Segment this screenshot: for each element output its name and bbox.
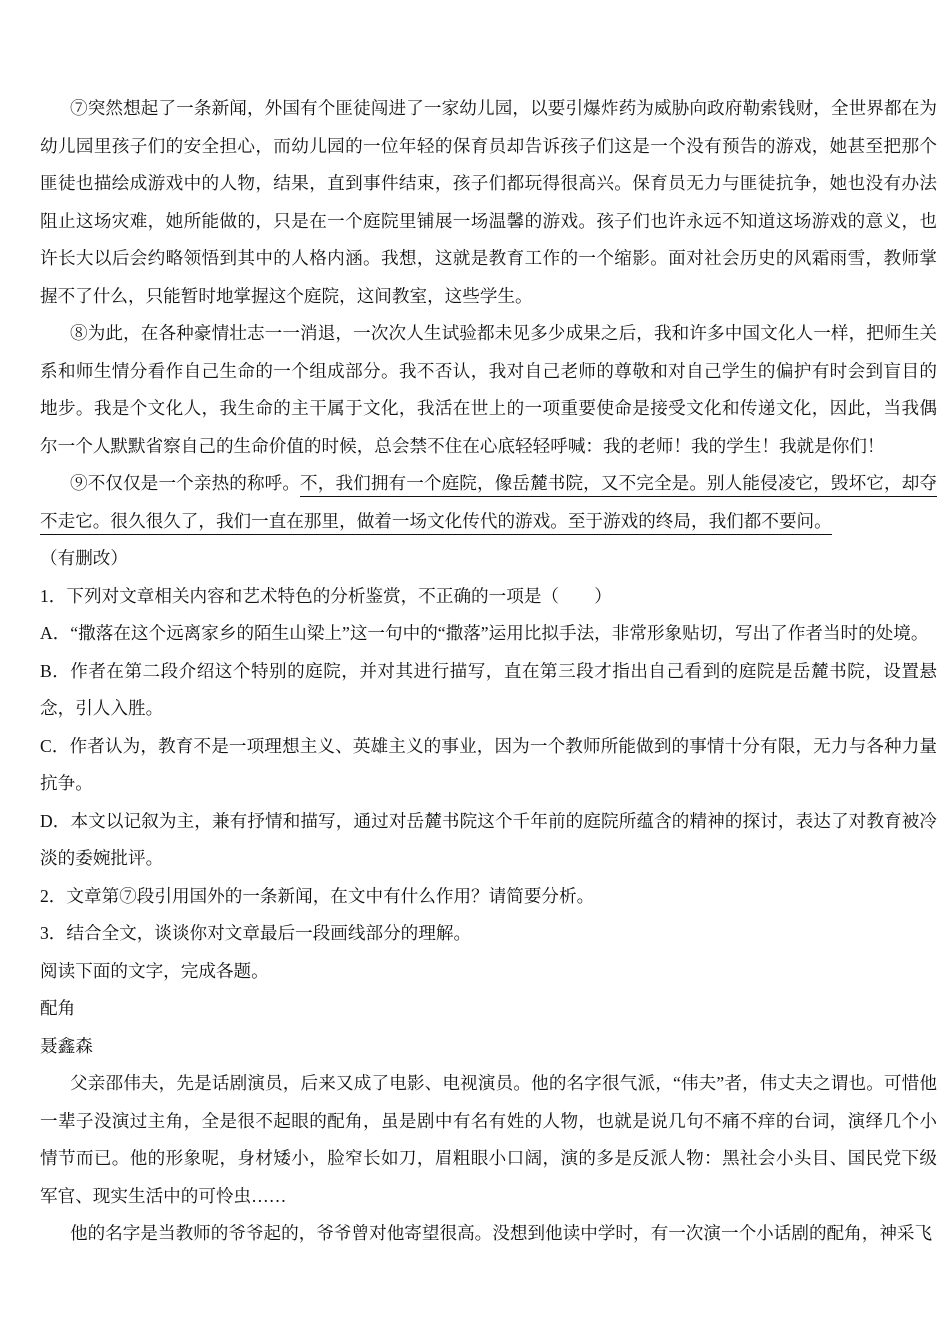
passage1-paragraph-7: ⑦突然想起了一条新闻，外国有个匪徒闯进了一家幼儿园，以要引爆炸药为威胁向政府勒索钱财，全世界都在为幼儿园里孩子们的安全担心，而幼儿园的一位年轻的保育员却告诉孩子们这是一个没有预告的游戏，她甚至把那个匪徒也描绘成游戏中的人物，结果，直到事件结束，孩子们都玩得很高兴。保育员无力与匪徒抗争，她也没有办法阻止这场灾难，她所能做的，只是在一个庭院里铺展一场温馨的游戏。孩子们也许永远不知道这场游戏的意义，也许长大以后会约略领悟到其中的人格内涵。我想，这就是教育工作的一个缩影。面对社会历史的风霜雨雪，教师掌握不了什么，只能暂时地掌握这个庭院，这间教室，这些学生。 (40, 98, 937, 306)
question-1-option-d: D．本文以记叙为主，兼有抒情和描写，通过对岳麓书院这个千年前的庭院所蕴含的精神的探讨，表达了对教育被冷淡的委婉批评。 (40, 810, 937, 868)
question-1-stem: 1．下列对文章相关内容和艺术特色的分析鉴赏，不正确的一项是（ ） (40, 585, 612, 606)
passage2-title: 配角 (40, 998, 76, 1018)
passage2-paragraph-2: 他的名字是当教师的爷爷起的，爷爷曾对他寄望很高。没想到他读中学时，有一次演一个小话剧的配角，神采飞 (70, 1223, 933, 1243)
passage1-paragraph-9-lead: ⑨不仅仅是一个亲热的称呼。 (70, 473, 301, 493)
question-2: 2．文章第⑦段引用国外的一条新闻，在文中有什么作用？请简要分析。 (40, 885, 595, 906)
passage2-author: 聂鑫森 (40, 1035, 93, 1056)
passage2-reading-prompt: 阅读下面的文字，完成各题。 (40, 960, 269, 981)
question-1-option-c: C．作者认为，教育不是一项理想主义、英雄主义的事业，因为一个教师所能做到的事情十分有限，无力与各种力量抗争。 (40, 735, 937, 793)
question-1-option-b: B．作者在第二段介绍这个特别的庭院，并对其进行描写，直在第三段才指出自己看到的庭院是岳麓书院，设置悬念，引人入胜。 (40, 660, 937, 718)
passage1-paragraph-9 (40, 465, 937, 540)
question-1-option-a: A．“撒落在这个远离家乡的陌生山梁上”这一句中的“撒落”运用比拟手法，非常形象贴切，写出了作者当时的处境。 (40, 623, 929, 643)
question-3: 3．结合全文，谈谈你对文章最后一段画线部分的理解。 (40, 923, 472, 943)
source-note: （有删改） (40, 548, 128, 568)
passage1-paragraph-8: ⑧为此，在各种豪情壮志一一消退，一次次人生试验都未见多少成果之后，我和许多中国文化人一样，把师生关系和师生情分看作自己生命的一个组成部分。我不否认，我对自己老师的尊敬和对自己学生的偏护有时会到盲目的地步。我是个文化人，我生命的主干属于文化，我活在世上的一项重要使命是接受文化和传递文化，因此，当我偶尔一个人默默省察自己的生命价值的时候，总会禁不住在心底轻轻呼喊：我的老师！我的学生！我就是你们！ (40, 323, 937, 456)
passage1-paragraph-9-underlined-text: 不，我们拥有一个庭院，像岳麓书院，又不完全是。别人能侵凌它，毁坏它，却夺不走它。很久很久了，我们一直在那里，做着一场文化传代的游戏。至于游戏的终局，我们都不要问。 (40, 473, 937, 535)
passage2-paragraph-1: 父亲邵伟夫，先是话剧演员，后来又成了电影、电视演员。他的名字很气派，“伟夫”者，伟丈夫之谓也。可惜他一辈子没演过主角，全是很不起眼的配角，虽是剧中有名有姓的人物，也就是说几句不痛不痒的台词，演绎几个小情节而已。他的形象呢，身材矮小，脸窄长如刀，眉粗眼小口阔，演的多是反派人物：黑社会小头目、国民党下级军官、现实生活中的可怜虫…… (40, 1073, 937, 1206)
